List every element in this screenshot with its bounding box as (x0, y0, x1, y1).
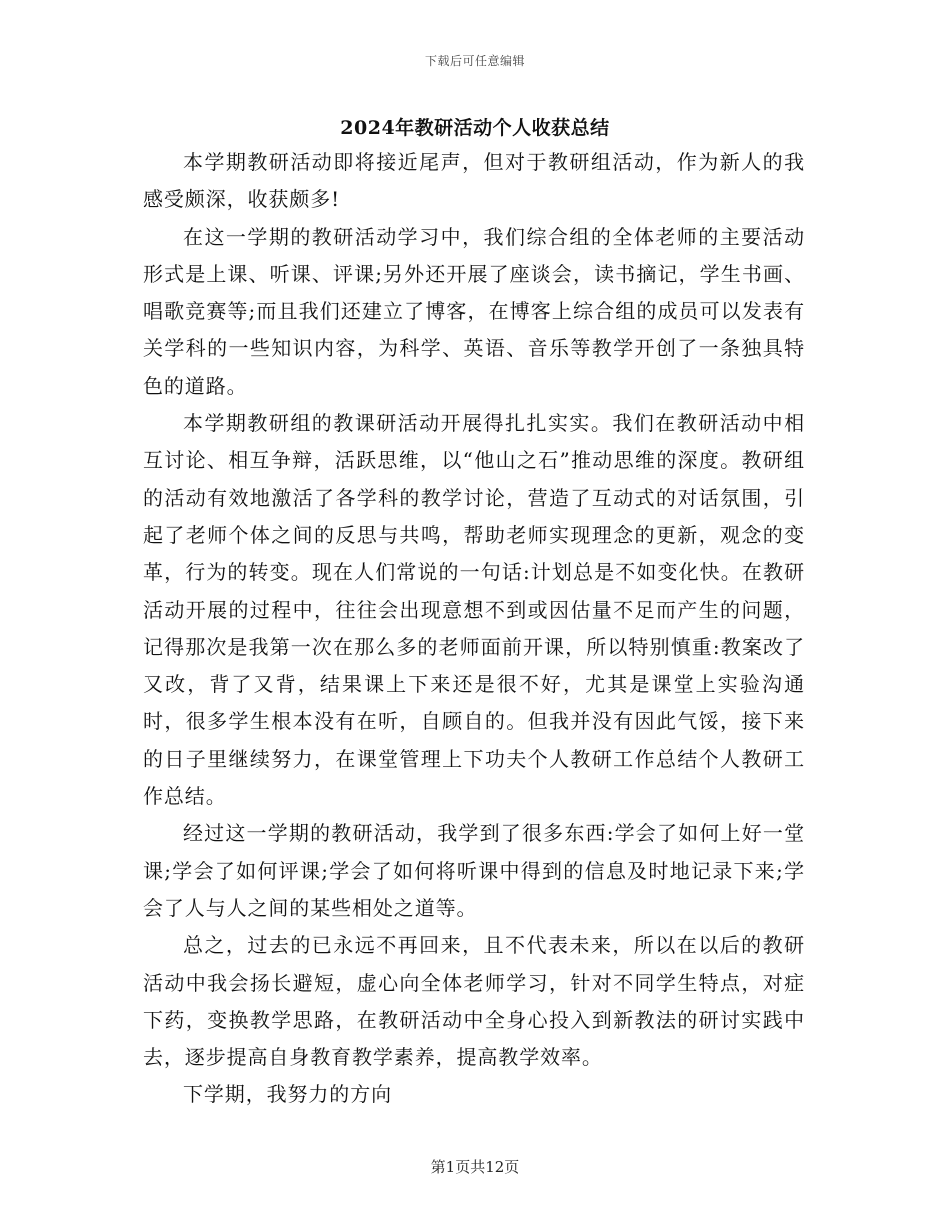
page-header-note: 下载后可任意编辑 (424, 54, 525, 68)
paragraph-4: 经过这一学期的教研活动，我学到了很多东西:学会了如何上好一堂课;学会了如何评课;学会了如何将听课中得到的信息及时地记录下来;学会了人与人之间的某些相处之道等。 (143, 821, 805, 920)
document-body (143, 144, 805, 1114)
paragraph-3: 本学期教研组的教课研活动开展得扎扎实实。我们在教研活动中相互讨论、相互争辩，活跃思维，以“他山之石”推动思维的深度。教研组的活动有效地激活了各学科的教学讨论，营造了互动式的对话氛围，引起了老师个体之间的反思与共鸣，帮助老师实现理念的更新，观念的变革，行为的转变。现在人们常说的一句话:计划总是不如变化快。在教研活动开展的过程中，往往会出现意想不到或因估量不足而产生的问题，记得那次是我第一次在那么多的老师面前开课，所以特别慎重:教案改了又改，背了又背，结果课上下来还是很不好，尤其是课堂上实验沟通时，很多学生根本没有在听，自顾自的。但我并没有因此气馁，接下来的日子里继续努力，在课堂管理上下功夫个人教研工作总结个人教研工作总结。 (143, 411, 805, 809)
document-title: 2024年教研活动个人收获总结 (340, 117, 610, 139)
paragraph-5: 总之，过去的已永远不再回来，且不代表未来，所以在以后的教研活动中我会扬长避短，虚心向全体老师学习，针对不同学生特点，对症下药，变换教学思路，在教研活动中全身心投入到新教法的研讨实践中去，逐步提高自身教育教学素养，提高教学效率。 (143, 933, 805, 1070)
paragraph-1: 本学期教研活动即将接近尾声，但对于教研组活动，作为新人的我感受颇深，收获颇多! (143, 150, 805, 212)
paragraph-2: 在这一学期的教研活动学习中，我们综合组的全体老师的主要活动形式是上课、听课、评课;另外还开展了座谈会，读书摘记，学生书画、唱歌竞赛等;而且我们还建立了博客，在博客上综合组的成员可以发表有关学科的一些知识内容，为科学、英语、音乐等教学开创了一条独具特色的道路。 (143, 224, 805, 398)
paragraph-6: 下学期，我努力的方向 (183, 1082, 392, 1107)
page-number-footer: 第1页共12页 (430, 1158, 520, 1176)
